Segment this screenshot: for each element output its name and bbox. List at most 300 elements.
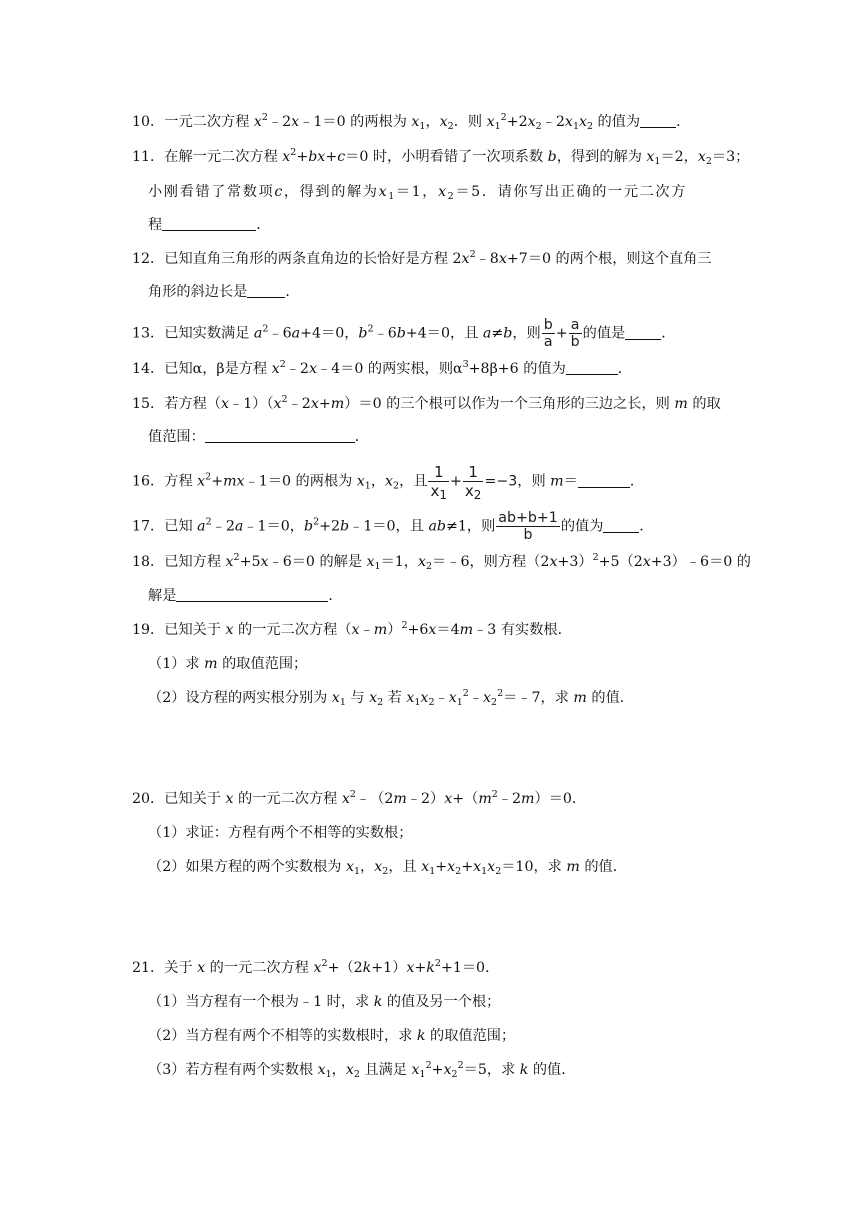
answer-blank[interactable]	[625, 325, 661, 340]
answer-blank[interactable]	[566, 360, 618, 375]
text-run: m	[459, 622, 474, 638]
answer-blank[interactable]	[578, 473, 630, 488]
text-run: ＝0 时，小明看错了一次项系数	[345, 149, 548, 165]
text-run: b	[547, 149, 557, 165]
text-run: ＝2，	[660, 149, 698, 165]
question-12-line-2	[148, 282, 300, 302]
text-run: （2）设方程的两实根分别为	[148, 690, 332, 706]
text-run: 已知	[164, 518, 198, 535]
text-run: ﹣2	[211, 518, 235, 535]
text-run: 2	[457, 1060, 464, 1071]
text-run: 2	[205, 471, 212, 483]
text-run: b	[570, 334, 580, 350]
text-run: +	[211, 473, 224, 490]
text-run: （1）求	[148, 656, 205, 672]
question-number: 21．	[132, 960, 165, 976]
question-18-line-2	[148, 586, 343, 606]
answer-blank[interactable]	[205, 428, 355, 443]
text-run: a	[253, 325, 263, 342]
text-run: 2	[500, 112, 507, 123]
fraction-1-over-x1	[428, 463, 449, 500]
question-11-line-3	[148, 215, 270, 235]
text-run: 2	[705, 156, 712, 167]
text-run: ﹣3 有实数根．	[473, 622, 572, 638]
text-run: +（2	[327, 960, 363, 976]
text-run: 的一元二次方程	[205, 960, 314, 976]
text-run: 已知α，β是方程	[164, 361, 272, 377]
text-run: m	[573, 690, 587, 706]
answer-blank[interactable]	[640, 113, 676, 128]
text-run: +（	[452, 791, 479, 807]
text-run: 3	[462, 359, 469, 370]
text-run: k	[373, 994, 383, 1010]
text-run: x	[473, 859, 482, 875]
text-run: ．	[328, 588, 343, 604]
text-run: ＝﹣6，则方程（2	[432, 554, 550, 570]
text-run: ﹣1＝0 的两根为	[299, 114, 412, 130]
text-run: ≠1，则	[446, 518, 496, 535]
text-run: 已知方程	[164, 554, 226, 570]
text-run: 1	[419, 121, 426, 132]
text-run: 2	[592, 552, 599, 563]
text-run: x	[197, 960, 206, 976]
question-number: 16．	[132, 473, 165, 490]
text-run: ﹣	[434, 690, 449, 706]
text-run: （2）当方程有两个不相等的实数根时，求	[148, 1028, 417, 1044]
text-run: +	[414, 960, 427, 976]
text-run: a	[482, 325, 492, 342]
text-run: x	[421, 859, 430, 875]
text-run: 2	[321, 958, 328, 969]
question-11-line-2	[148, 182, 687, 202]
text-run: +1＝0．	[440, 960, 500, 976]
text-run: b	[523, 527, 533, 543]
text-run: x	[253, 114, 262, 130]
text-run: ＝1，	[395, 184, 439, 200]
text-run: ，	[425, 114, 440, 130]
question-number: 13．	[132, 325, 165, 342]
text-run: 的值．	[579, 859, 627, 875]
text-run: 若	[383, 690, 407, 706]
question-15-line-2	[148, 427, 369, 447]
text-run: 2	[491, 697, 498, 708]
text-run: 1	[388, 191, 396, 202]
question-20-part-2	[148, 857, 627, 877]
text-run: 一元二次方程	[164, 114, 254, 130]
text-run: ﹣6＝0 的解是	[268, 554, 367, 570]
text-run: 的值为	[593, 114, 641, 130]
text-run: 方程	[164, 473, 198, 490]
question-21-part-1	[148, 992, 500, 1012]
text-run: a	[291, 325, 301, 342]
text-run: +6	[407, 622, 429, 638]
text-run: 已知实数满足	[164, 325, 254, 342]
text-run: 的取值范围；	[217, 656, 308, 672]
text-run: x	[549, 554, 558, 570]
text-run: ﹣	[468, 690, 483, 706]
text-run: x	[564, 114, 573, 130]
text-run: c	[274, 184, 284, 200]
text-run: 2	[401, 620, 408, 631]
text-run: m	[330, 396, 345, 412]
text-run: 2	[434, 958, 441, 969]
text-run: ﹣6	[373, 325, 397, 342]
question-19-part-2	[148, 688, 634, 708]
text-run: x	[378, 184, 389, 200]
text-run: ＝5．请你写出正确的一元二次方	[455, 184, 687, 200]
text-run: x	[260, 554, 269, 570]
text-run: 1	[419, 1069, 426, 1080]
text-run: ﹣（2	[355, 791, 394, 807]
text-run: +	[318, 396, 331, 412]
text-run: ＝4	[436, 622, 460, 638]
text-run: 2	[313, 516, 320, 528]
text-run: ，	[360, 859, 375, 875]
text-run: x	[225, 791, 234, 807]
question-15	[132, 394, 721, 414]
text-run: mx	[223, 473, 245, 490]
text-run: a	[197, 518, 206, 535]
text-run: b	[503, 325, 513, 342]
text-run: ．	[354, 429, 369, 445]
answer-blank[interactable]	[603, 518, 639, 533]
text-run: x	[406, 960, 415, 976]
question-number: 11．	[132, 149, 165, 165]
text-run: x	[464, 482, 474, 500]
question-21	[132, 958, 499, 978]
text-run: 2	[261, 112, 268, 123]
text-run: 2	[469, 249, 476, 260]
text-run: 2	[462, 688, 469, 699]
text-run: x	[282, 149, 291, 165]
text-run: ﹣6	[268, 325, 292, 342]
text-run: 已知关于	[164, 622, 226, 638]
question-19-part-1	[148, 654, 307, 674]
text-run: ﹣1＝0 的两根为	[244, 473, 357, 490]
text-run: x	[197, 473, 206, 490]
text-run: 已知关于	[164, 791, 226, 807]
text-run: ﹣4＝0 的两实根，则α	[316, 361, 463, 377]
text-run: x	[439, 114, 448, 130]
text-run: x	[308, 361, 317, 377]
text-run: x	[374, 859, 383, 875]
answer-blank[interactable]	[247, 283, 285, 298]
text-run: bx	[308, 149, 326, 165]
text-run: m	[521, 791, 535, 807]
text-run: x	[221, 396, 230, 412]
text-run: 2	[426, 561, 433, 572]
text-run: k	[426, 960, 435, 976]
answer-blank[interactable]	[162, 216, 256, 231]
text-run: ，得到的解为	[556, 149, 647, 165]
text-run: ﹣1＝0，	[243, 518, 304, 535]
text-run: ，则	[517, 473, 551, 490]
text-run: x	[447, 859, 456, 875]
text-run: 2	[497, 688, 504, 699]
text-run: ＝	[563, 473, 578, 490]
question-11	[132, 147, 749, 167]
text-run: x	[411, 1062, 420, 1078]
text-run: x	[418, 554, 427, 570]
text-run: m	[674, 396, 688, 412]
text-run: （1）当方程有一个根为﹣1 时，求	[148, 994, 374, 1010]
text-run: b	[340, 518, 350, 535]
text-run: x	[317, 1062, 326, 1078]
text-run: a	[234, 518, 244, 535]
text-run: ﹣1）（	[229, 396, 274, 412]
text-run: ，且	[388, 859, 422, 875]
question-17	[132, 510, 654, 543]
question-10	[132, 112, 690, 132]
text-run: m	[566, 859, 580, 875]
text-run: +	[431, 1062, 444, 1078]
text-run: 1	[481, 866, 488, 877]
text-run: ﹣2	[497, 791, 522, 807]
text-run: 2	[451, 1069, 458, 1080]
text-run: 的值及另一个根；	[382, 994, 501, 1010]
text-run: m	[393, 791, 407, 807]
question-21-part-3	[148, 1060, 575, 1080]
text-run: ．	[256, 217, 271, 233]
text-run: +2	[319, 518, 341, 535]
text-run: 2	[393, 480, 400, 492]
text-run: ﹣2	[267, 114, 292, 130]
text-run: b	[303, 518, 314, 535]
text-run: +5	[239, 554, 261, 570]
text-run: k	[416, 1028, 426, 1044]
text-run: 1	[364, 480, 371, 492]
text-run: ，得到的解为	[283, 184, 379, 200]
answer-blank[interactable]	[176, 587, 328, 602]
question-14	[132, 359, 632, 379]
text-run: 2	[587, 121, 594, 132]
text-run: ﹣8	[475, 251, 499, 267]
question-number: 18．	[132, 554, 165, 570]
text-run: 已知直角三角形的两条直角边的长恰好是方程 2	[164, 251, 462, 267]
text-run: 的值．	[528, 1062, 576, 1078]
text-run: ab+b+1	[498, 510, 558, 526]
text-run: 的取值范围；	[425, 1028, 516, 1044]
text-run: m	[373, 622, 388, 638]
text-run: ，且	[399, 473, 428, 490]
question-number: 20．	[132, 791, 165, 807]
text-run: ．	[617, 361, 632, 377]
text-run: m	[478, 791, 492, 807]
text-run: ﹣	[359, 622, 374, 638]
text-run: ﹣2	[541, 114, 565, 130]
text-run: 1	[494, 121, 501, 132]
text-run: x	[341, 791, 350, 807]
text-run: ．	[639, 518, 654, 535]
text-run: b	[543, 317, 553, 333]
text-run: x	[411, 114, 420, 130]
text-run: x	[225, 622, 234, 638]
text-run: 2	[205, 516, 212, 528]
text-run: x	[225, 554, 234, 570]
text-run: 1	[463, 463, 484, 482]
text-run: +7＝0 的两个根，则这个直角三	[506, 251, 712, 267]
text-run: 2	[279, 359, 286, 370]
text-run: 2	[353, 1069, 360, 1080]
text-run: +	[555, 325, 568, 342]
text-run: x	[291, 114, 300, 130]
text-run: x	[420, 690, 429, 706]
text-run: 1	[429, 866, 436, 877]
text-run: x	[642, 554, 651, 570]
text-run: ）	[387, 622, 402, 638]
question-18	[132, 552, 751, 572]
text-run: +8β+6 的值为	[468, 361, 566, 377]
text-run: x	[356, 473, 365, 490]
text-run: （2）如果方程的两个实数根为	[148, 859, 346, 875]
text-run: x	[273, 396, 282, 412]
text-run: k	[362, 960, 372, 976]
question-number: 19．	[132, 622, 165, 638]
text-run: ﹣2	[285, 361, 309, 377]
text-run: 2	[377, 697, 384, 708]
text-run: x	[438, 184, 448, 200]
text-run: 2	[425, 1060, 432, 1071]
text-run: +4＝0，	[300, 325, 359, 342]
text-run: a	[543, 334, 553, 350]
text-run: m	[550, 473, 564, 490]
text-run: 的一元二次方程（	[233, 622, 352, 638]
text-run: 角形的斜边长是	[148, 284, 248, 300]
text-run: ．	[661, 325, 676, 342]
text-run: +	[296, 149, 309, 165]
text-run: x	[498, 251, 507, 267]
text-run: 1	[325, 1069, 332, 1080]
text-run: 的取	[687, 396, 721, 412]
text-run: 值范围：	[148, 429, 205, 445]
text-run: +3）	[557, 554, 593, 570]
text-run: 的值．	[586, 690, 634, 706]
fraction-b-over-a	[542, 317, 555, 350]
text-run: 2	[473, 488, 482, 502]
text-run: ﹣1＝0，且	[349, 518, 429, 535]
text-run: x	[527, 114, 536, 130]
text-run: 2	[447, 121, 454, 132]
text-run: ，	[331, 1062, 346, 1078]
text-run: x	[430, 482, 440, 500]
text-run: +	[325, 149, 338, 165]
text-run: 1	[439, 488, 448, 502]
text-run: 解是	[148, 588, 177, 604]
text-run: 与	[345, 690, 370, 706]
question-13	[132, 317, 675, 350]
text-run: x	[444, 791, 453, 807]
fraction-1-over-x2	[463, 463, 484, 500]
text-run: b	[358, 325, 368, 342]
question-number: 17．	[132, 518, 165, 535]
text-run: +	[450, 473, 462, 490]
text-run: ＝1，	[380, 554, 418, 570]
text-run: +4＝0，且	[405, 325, 483, 342]
text-run: 1	[428, 463, 449, 482]
text-run: 2	[455, 866, 462, 877]
text-run: x	[369, 690, 378, 706]
text-run: ≠	[491, 325, 504, 342]
text-run: x	[428, 622, 437, 638]
text-run: 2	[428, 697, 435, 708]
fraction-a-over-b	[569, 317, 582, 350]
text-run: ）＝0．	[534, 791, 587, 807]
text-run: ．	[285, 284, 300, 300]
question-12	[132, 249, 712, 269]
text-run: x	[487, 859, 496, 875]
text-run: x	[345, 859, 354, 875]
text-run: 2	[495, 866, 502, 877]
text-run: （1）求证：方程有两个不相等的实数根；	[148, 825, 413, 841]
text-run: x	[331, 690, 340, 706]
text-run: 的值为	[560, 518, 604, 535]
text-run: =−3	[484, 473, 518, 490]
text-run: x	[366, 554, 375, 570]
text-run: 2	[233, 552, 240, 563]
text-run: 1	[414, 697, 421, 708]
text-run: ＝10，求	[501, 859, 567, 875]
text-run: x	[646, 149, 655, 165]
question-number: 15．	[132, 396, 165, 412]
question-20-part-1	[148, 823, 412, 843]
text-run: +	[435, 859, 448, 875]
text-run: 2	[290, 147, 297, 158]
text-run: 1	[456, 697, 463, 708]
text-run: x	[697, 149, 706, 165]
text-run: x	[578, 114, 587, 130]
text-run: b	[396, 325, 406, 342]
text-run: x	[271, 361, 280, 377]
text-run: 2	[262, 323, 269, 335]
text-run: ﹣2	[287, 396, 311, 412]
question-21-part-2	[148, 1026, 515, 1046]
text-run: ．	[629, 473, 645, 490]
text-run: 的值是	[582, 325, 626, 342]
question-16	[132, 463, 644, 500]
text-run: 小刚看错了常数项	[148, 184, 275, 200]
text-run: ，则	[512, 325, 541, 342]
question-number: 10．	[132, 114, 165, 130]
text-run: +3）﹣6＝0 的	[650, 554, 751, 570]
text-run: +5（2	[598, 554, 643, 570]
question-20	[132, 789, 586, 809]
text-run: 2	[281, 394, 288, 405]
text-run: 2	[349, 789, 356, 800]
fraction-ab-b-1-over-b	[496, 510, 560, 543]
text-run: ＝5，求	[463, 1062, 520, 1078]
text-run: 2	[447, 191, 456, 202]
text-run: 关于	[164, 960, 198, 976]
text-run: ﹣2）	[406, 791, 445, 807]
text-run: x	[406, 690, 415, 706]
text-run: x	[310, 396, 319, 412]
text-run: +2	[506, 114, 528, 130]
text-run: +	[461, 859, 474, 875]
text-run: （3）若方程有两个实数根	[148, 1062, 318, 1078]
text-run: a	[569, 317, 582, 334]
text-run: 1	[654, 156, 661, 167]
text-run: ）＝0 的三个根可以作为一个三角形的三边之长，则	[344, 396, 675, 412]
text-run: ab	[428, 518, 446, 535]
question-number: 14．	[132, 361, 165, 377]
text-run: k	[519, 1062, 529, 1078]
text-run: 程	[148, 217, 163, 233]
text-run: 的一元二次方程	[233, 791, 342, 807]
text-run: x	[351, 622, 360, 638]
text-run: 2	[491, 789, 498, 800]
text-run: 2	[535, 121, 542, 132]
text-run: x	[313, 960, 322, 976]
